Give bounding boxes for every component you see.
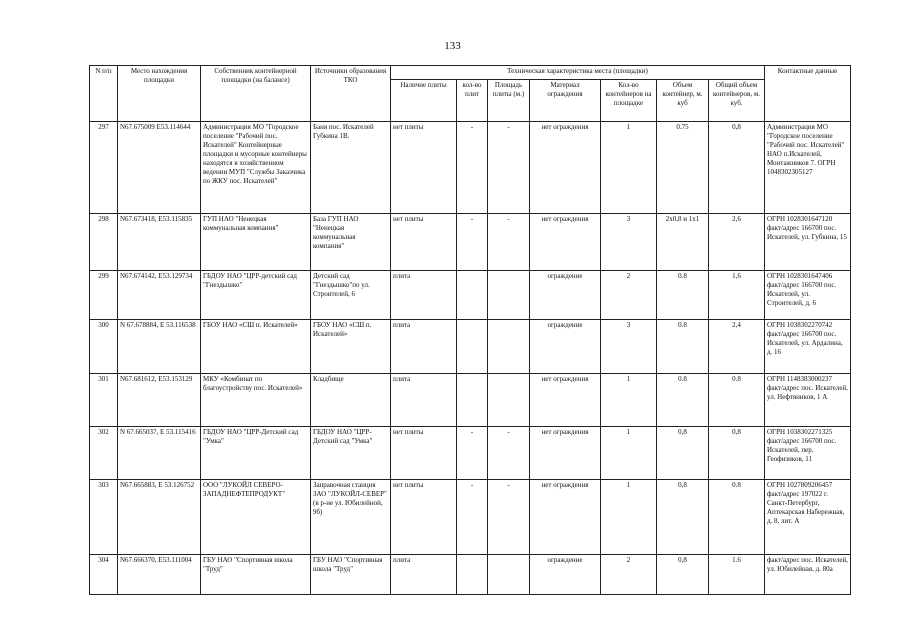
cell-containers: 1 <box>601 374 657 427</box>
cell-total-volume: 0,8 <box>709 122 765 214</box>
cell-containers: 1 <box>601 480 657 555</box>
cell-fence: нет ограждения <box>530 122 601 214</box>
cell-area: - <box>488 427 530 480</box>
header-sources: Источники образования ТКО <box>311 66 391 122</box>
cell-num: 299 <box>90 271 118 320</box>
cell-location: N67.673418, E53.115835 <box>118 214 201 271</box>
cell-contacts: ОГРН 1038302270742 факт/адрес 166700 пос. Искателей, ул. Ардалина, д. 16 <box>765 320 851 374</box>
cell-contacts: Администрация МО "Городское поселение "Рабочий пос. Искателей" НАО п.Искателей, Монтажников 7. ОГРН 1048302305127 <box>765 122 851 214</box>
cell-sources: Кладбище <box>311 374 391 427</box>
register-table <box>89 65 851 595</box>
cell-owner: ГБУ НАО "Спортивная школа "Труд" <box>201 555 311 595</box>
cell-location: N67.674142, E53.129734 <box>118 271 201 320</box>
cell-volume: 0,8 <box>657 480 709 555</box>
cell-volume: 2х0,8 и 1х1 <box>657 214 709 271</box>
cell-sources: ГБДОУ НАО "ЦРР-Детский сад "Умка" <box>311 427 391 480</box>
header-num: N п/п <box>90 66 118 122</box>
cell-area <box>488 374 530 427</box>
cell-num: 303 <box>90 480 118 555</box>
cell-plates-count <box>457 374 488 427</box>
cell-num: 300 <box>90 320 118 374</box>
header-tech: Техническая характеристика места (площадки) <box>391 66 765 80</box>
cell-fence: нет ограждения <box>530 480 601 555</box>
cell-volume: 0.75 <box>657 122 709 214</box>
cell-plates-count: - <box>457 427 488 480</box>
cell-sources: Заправочная станция ЗАО "ЛУКОЙЛ-СЕВЕР" (в р-не ул. Юбилейной, 9б) <box>311 480 391 555</box>
cell-plates-count <box>457 555 488 595</box>
cell-total-volume: 2,6 <box>709 214 765 271</box>
table-row <box>90 427 851 480</box>
cell-area <box>488 320 530 374</box>
cell-plates-count <box>457 271 488 320</box>
cell-containers: 3 <box>601 214 657 271</box>
subheader-plates: Наличие плиты <box>391 80 457 122</box>
cell-location: N67.666370, E53.111004 <box>118 555 201 595</box>
header-row <box>90 66 851 80</box>
cell-num: 304 <box>90 555 118 595</box>
page-number: 133 <box>444 40 461 52</box>
cell-plates: плита <box>391 374 457 427</box>
cell-location: N67.675009 E53.114644 <box>118 122 201 214</box>
cell-plates-count: - <box>457 480 488 555</box>
cell-volume: 0.8 <box>657 271 709 320</box>
cell-fence: нет ограждения <box>530 427 601 480</box>
cell-volume: 0,8 <box>657 427 709 480</box>
table-row <box>90 555 851 595</box>
cell-owner: ГБДОУ НАО "ЦРР-Детский сад "Умка" <box>201 427 311 480</box>
cell-containers: 2 <box>601 555 657 595</box>
subheader-fence: Материал ограждения <box>530 80 601 122</box>
cell-containers: 1 <box>601 122 657 214</box>
cell-total-volume: 2,4 <box>709 320 765 374</box>
table-row <box>90 320 851 374</box>
cell-fence: ограждение <box>530 271 601 320</box>
cell-owner: ГБДОУ НАО "ЦРР-детский сад "Гнездышко" <box>201 271 311 320</box>
cell-num: 298 <box>90 214 118 271</box>
cell-owner: МКУ «Комбинат по благоустройству пос. Искателей» <box>201 374 311 427</box>
cell-plates: плита <box>391 555 457 595</box>
cell-containers: 1 <box>601 427 657 480</box>
cell-contacts: ОГРН 1028301647406 факт/адрес 166700 пос. Искателей, ул. Строителей, д. 6 <box>765 271 851 320</box>
subheader-volume: Объем контейнер, м. куб <box>657 80 709 122</box>
cell-plates-count <box>457 320 488 374</box>
cell-owner: ГУП НАО "Ненецкая коммунальная компания" <box>201 214 311 271</box>
table-row <box>90 122 851 214</box>
cell-area: - <box>488 214 530 271</box>
table-row <box>90 271 851 320</box>
cell-num: 302 <box>90 427 118 480</box>
cell-contacts: ОГРН 1038302271325 факт/адрес 166700 пос. Искателей, пер. Геофизиков, 11 <box>765 427 851 480</box>
cell-plates: нет плиты <box>391 214 457 271</box>
cell-owner: ООО "ЛУКОЙЛ СЕВЕРО-ЗАПАДНЕФТЕПРОДУКТ" <box>201 480 311 555</box>
cell-contacts: ОГРН 1028301647120 факт/адрес 166700 пос. Искателей, ул. Губкина, 15 <box>765 214 851 271</box>
cell-sources: Детский сад "Гнездышко"по ул. Строителей, 6 <box>311 271 391 320</box>
cell-sources: База ГУП НАО "Ненецкая коммунальная компания" <box>311 214 391 271</box>
cell-sources: Баня пос. Искателей Губкина 1В. <box>311 122 391 214</box>
header-location: Место нахождения площадки <box>118 66 201 122</box>
table-row <box>90 480 851 555</box>
cell-area: - <box>488 480 530 555</box>
table-row <box>90 214 851 271</box>
cell-volume: 0,8 <box>657 555 709 595</box>
cell-area <box>488 555 530 595</box>
cell-owner: ГБОУ НАО «СШ п. Искателей» <box>201 320 311 374</box>
cell-fence: ограждение <box>530 555 601 595</box>
subheader-area: Площадь плиты (м.) <box>488 80 530 122</box>
cell-area <box>488 271 530 320</box>
table-body <box>90 66 851 595</box>
table-row <box>90 374 851 427</box>
header-contacts: Контактные данные <box>765 66 851 122</box>
cell-location: N67.665883, E 53.126752 <box>118 480 201 555</box>
cell-plates: нет плиты <box>391 122 457 214</box>
cell-fence: нет ограждения <box>530 374 601 427</box>
cell-total-volume: 0,8 <box>709 427 765 480</box>
cell-location: N 67.678884, E 53.116538 <box>118 320 201 374</box>
cell-total-volume: 1.6 <box>709 555 765 595</box>
cell-plates: плита <box>391 320 457 374</box>
cell-total-volume: 0.8 <box>709 374 765 427</box>
cell-location: N67.681612, E53.153129 <box>118 374 201 427</box>
cell-volume: 0.8 <box>657 374 709 427</box>
cell-contacts: ОГРН 1148383000237 факт/адрес пос. Искателей, ул. Нефтяников, 1 А <box>765 374 851 427</box>
cell-sources: ГБУ НАО "Спортивная школа "Труд" <box>311 555 391 595</box>
cell-sources: ГБОУ НАО «СШ п. Искателей» <box>311 320 391 374</box>
cell-num: 301 <box>90 374 118 427</box>
cell-contacts: ОГРН 1027809206457 факт/адрес 197022 г. Санкт-Петербург, Аптекарская Набережная, д. 8, лит. А <box>765 480 851 555</box>
cell-location: N 67.665037, E 53.115416 <box>118 427 201 480</box>
cell-num: 297 <box>90 122 118 214</box>
cell-contacts: факт/адрес пос. Искателей, ул. Юбилейная, д. 80а <box>765 555 851 595</box>
cell-plates-count: - <box>457 122 488 214</box>
cell-plates: нет плиты <box>391 427 457 480</box>
cell-plates-count: - <box>457 214 488 271</box>
subheader-total-volume: Общий объем контейнеров, м. куб. <box>709 80 765 122</box>
header-owner: Собственник контейнерной площадки (на балансе) <box>201 66 311 122</box>
cell-area: - <box>488 122 530 214</box>
cell-plates: нет плиты <box>391 480 457 555</box>
cell-total-volume: 0.8 <box>709 480 765 555</box>
cell-owner: Администрация МО "Городское поселение "Рабочий пос. Искателей" Контейнерные площадки и мусорные контейнеры находятся в хозяйственном ведении МУП "Службы Заказчика по ЖКУ пос. Искателей" <box>201 122 311 214</box>
cell-fence: нет ограждения <box>530 214 601 271</box>
cell-containers: 3 <box>601 320 657 374</box>
subheader-plates-count: кол-во плит <box>457 80 488 122</box>
cell-containers: 2 <box>601 271 657 320</box>
cell-total-volume: 1,6 <box>709 271 765 320</box>
cell-plates: плита <box>391 271 457 320</box>
cell-volume: 0.8 <box>657 320 709 374</box>
subheader-containers: Кол-во контейнеров на площадке <box>601 80 657 122</box>
cell-fence: ограждение <box>530 320 601 374</box>
